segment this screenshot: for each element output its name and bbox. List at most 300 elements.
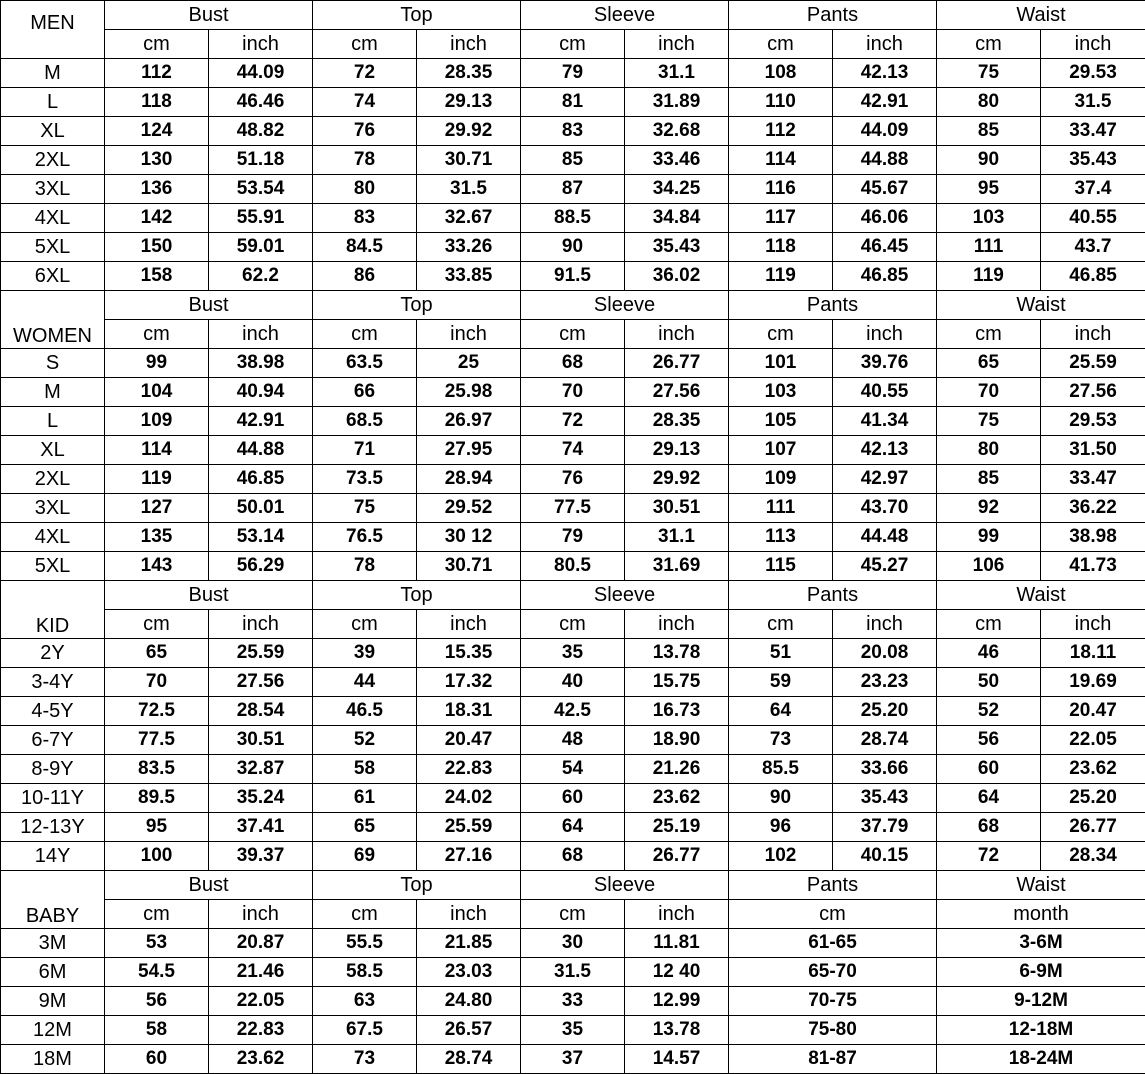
measurement-value: 118 [105,88,209,117]
measurement-value: 91.5 [521,262,625,291]
measurement-value: 42.13 [833,436,937,465]
table-row [1,436,1145,465]
measurement-value: 25.59 [417,813,521,842]
table-row [1,494,1145,523]
measurement-value: 96 [729,813,833,842]
measurement-value: 18.11 [1041,639,1145,668]
measurement-value: 109 [729,465,833,494]
unit-header: cm [729,30,833,59]
measurement-value: 103 [729,378,833,407]
measurement-value: 24.02 [417,784,521,813]
measurement-value: 31.5 [521,958,625,987]
measurement-value: 116 [729,175,833,204]
measurement-value: 41.34 [833,407,937,436]
measurement-value: 21.85 [417,929,521,958]
measurement-value: 35.43 [833,784,937,813]
size-label: 4-5Y [1,697,105,726]
measurement-value: 19.69 [1041,668,1145,697]
measurement-value: 66 [313,378,417,407]
measurement-value: 119 [105,465,209,494]
measurement-value: 108 [729,59,833,88]
measurement-value: 44.09 [209,59,313,88]
table-row [1,1045,1145,1074]
measurement-value: 28.35 [625,407,729,436]
measurement-value: 75 [937,407,1041,436]
measurement-value: 107 [729,436,833,465]
measurement-group-header: Pants [729,291,937,320]
size-label: 2Y [1,639,105,668]
measurement-value: 112 [105,59,209,88]
unit-header: inch [209,900,313,929]
unit-header: inch [209,30,313,59]
measurement-value: 110 [729,88,833,117]
measurement-value: 75-80 [729,1016,937,1045]
measurement-value: 31.50 [1041,436,1145,465]
unit-header: inch [417,610,521,639]
measurement-value: 72 [937,842,1041,871]
measurement-value: 31.1 [625,59,729,88]
measurement-value: 74 [313,88,417,117]
measurement-value: 58.5 [313,958,417,987]
table-row [1,929,1145,958]
measurement-value: 53.14 [209,523,313,552]
measurement-value: 83 [313,204,417,233]
table-row [1,1016,1145,1045]
measurement-value: 114 [105,436,209,465]
measurement-value: 85 [521,146,625,175]
measurement-value: 46.06 [833,204,937,233]
unit-header: inch [1041,320,1145,349]
unit-header: inch [625,610,729,639]
section-title: WOMEN [1,291,105,349]
size-label: 3XL [1,494,105,523]
measurement-value: 32.67 [417,204,521,233]
unit-header: cm [937,320,1041,349]
measurement-value: 12.99 [625,987,729,1016]
measurement-value: 33.26 [417,233,521,262]
measurement-value: 72 [521,407,625,436]
measurement-value: 29.53 [1041,407,1145,436]
measurement-value: 23.62 [209,1045,313,1074]
table-row [1,958,1145,987]
measurement-value: 95 [105,813,209,842]
table-row [1,523,1145,552]
measurement-value: 31.5 [417,175,521,204]
measurement-value: 21.26 [625,755,729,784]
measurement-value: 74 [521,436,625,465]
unit-header: cm [937,610,1041,639]
measurement-value: 56 [937,726,1041,755]
table-row [1,465,1145,494]
measurement-value: 72.5 [105,697,209,726]
measurement-value: 54.5 [105,958,209,987]
measurement-value: 53 [105,929,209,958]
measurement-value: 26.77 [625,842,729,871]
measurement-value: 92 [937,494,1041,523]
measurement-value: 95 [937,175,1041,204]
measurement-value: 28.94 [417,465,521,494]
measurement-value: 17.32 [417,668,521,697]
measurement-group-header: Waist [937,581,1145,610]
unit-header: cm [521,320,625,349]
measurement-value: 48.82 [209,117,313,146]
unit-header: month [937,900,1145,929]
section-group-header-row [1,581,1145,610]
measurement-value: 25.59 [1041,349,1145,378]
measurement-value: 68 [521,349,625,378]
measurement-group-header: Bust [105,291,313,320]
measurement-value: 73.5 [313,465,417,494]
measurement-value: 30.51 [209,726,313,755]
table-row [1,726,1145,755]
measurement-value: 90 [729,784,833,813]
measurement-value: 12 40 [625,958,729,987]
measurement-value: 31.5 [1041,88,1145,117]
size-label: 4XL [1,523,105,552]
measurement-group-header: Waist [937,291,1145,320]
measurement-value: 136 [105,175,209,204]
size-label: S [1,349,105,378]
measurement-value: 22.05 [1041,726,1145,755]
measurement-value: 61-65 [729,929,937,958]
measurement-value: 46.85 [209,465,313,494]
unit-header: cm [313,900,417,929]
measurement-value: 44.88 [833,146,937,175]
measurement-value: 86 [313,262,417,291]
measurement-value: 27.56 [209,668,313,697]
size-label: 5XL [1,233,105,262]
measurement-value: 142 [105,204,209,233]
measurement-value: 29.52 [417,494,521,523]
table-row [1,233,1145,262]
measurement-value: 42.13 [833,59,937,88]
measurement-value: 13.78 [625,639,729,668]
table-row [1,842,1145,871]
measurement-value: 11.81 [625,929,729,958]
unit-header: cm [521,900,625,929]
measurement-value: 117 [729,204,833,233]
measurement-group-header: Sleeve [521,871,729,900]
size-label: 3-4Y [1,668,105,697]
measurement-value: 25 [417,349,521,378]
measurement-value: 70 [521,378,625,407]
measurement-value: 56 [105,987,209,1016]
measurement-value: 65 [105,639,209,668]
unit-header: inch [625,30,729,59]
measurement-value: 35 [521,1016,625,1045]
measurement-value: 45.27 [833,552,937,581]
measurement-value: 20.87 [209,929,313,958]
measurement-value: 29.13 [625,436,729,465]
measurement-value: 78 [313,552,417,581]
unit-header: inch [209,610,313,639]
measurement-value: 30.71 [417,146,521,175]
size-label: 18M [1,1045,105,1074]
measurement-value: 33.46 [625,146,729,175]
measurement-value: 22.05 [209,987,313,1016]
measurement-value: 40.55 [1041,204,1145,233]
measurement-value: 30.71 [417,552,521,581]
table-row [1,668,1145,697]
section-unit-header-row [1,900,1145,929]
measurement-value: 50.01 [209,494,313,523]
unit-header: cm [937,30,1041,59]
measurement-group-header: Pants [729,1,937,30]
measurement-value: 3-6M [937,929,1145,958]
measurement-value: 105 [729,407,833,436]
measurement-value: 18.31 [417,697,521,726]
measurement-value: 85.5 [729,755,833,784]
measurement-value: 56.29 [209,552,313,581]
measurement-value: 37 [521,1045,625,1074]
unit-header: inch [833,610,937,639]
measurement-value: 150 [105,233,209,262]
unit-header: cm [313,610,417,639]
measurement-value: 127 [105,494,209,523]
size-label: 9M [1,987,105,1016]
measurement-value: 59.01 [209,233,313,262]
size-label: M [1,59,105,88]
measurement-value: 68 [521,842,625,871]
measurement-value: 114 [729,146,833,175]
measurement-value: 84.5 [313,233,417,262]
measurement-group-header: Bust [105,871,313,900]
measurement-value: 88.5 [521,204,625,233]
table-row [1,349,1145,378]
measurement-value: 20.08 [833,639,937,668]
measurement-value: 99 [937,523,1041,552]
measurement-value: 39 [313,639,417,668]
measurement-value: 23.03 [417,958,521,987]
measurement-value: 13.78 [625,1016,729,1045]
section-title: KID [1,581,105,639]
measurement-value: 28.74 [417,1045,521,1074]
unit-header: inch [417,320,521,349]
unit-header: inch [1041,30,1145,59]
measurement-value: 52 [937,697,1041,726]
measurement-value: 25.20 [1041,784,1145,813]
size-label: XL [1,436,105,465]
measurement-value: 85 [937,117,1041,146]
measurement-value: 28.54 [209,697,313,726]
measurement-group-header: Sleeve [521,291,729,320]
measurement-value: 59 [729,668,833,697]
measurement-value: 44.48 [833,523,937,552]
measurement-group-header: Bust [105,1,313,30]
measurement-value: 111 [729,494,833,523]
measurement-value: 43.70 [833,494,937,523]
measurement-value: 22.83 [417,755,521,784]
measurement-value: 26.77 [1041,813,1145,842]
measurement-value: 158 [105,262,209,291]
measurement-value: 62.2 [209,262,313,291]
measurement-value: 39.37 [209,842,313,871]
measurement-value: 22.83 [209,1016,313,1045]
size-label: 2XL [1,465,105,494]
measurement-value: 33.66 [833,755,937,784]
size-label: 3M [1,929,105,958]
measurement-value: 43.7 [1041,233,1145,262]
measurement-value: 73 [313,1045,417,1074]
measurement-value: 51 [729,639,833,668]
measurement-value: 30 12 [417,523,521,552]
measurement-value: 109 [105,407,209,436]
measurement-value: 25.59 [209,639,313,668]
unit-header: inch [833,30,937,59]
table-row [1,117,1145,146]
measurement-value: 70 [105,668,209,697]
measurement-value: 28.35 [417,59,521,88]
table-row [1,755,1145,784]
measurement-value: 38.98 [209,349,313,378]
table-row [1,204,1145,233]
measurement-value: 44.88 [209,436,313,465]
unit-header: cm [729,610,833,639]
measurement-value: 40.15 [833,842,937,871]
measurement-value: 65 [313,813,417,842]
measurement-value: 40 [521,668,625,697]
measurement-value: 58 [313,755,417,784]
unit-header: cm [105,30,209,59]
measurement-value: 15.75 [625,668,729,697]
unit-header: cm [729,320,833,349]
measurement-value: 26.77 [625,349,729,378]
measurement-value: 39.76 [833,349,937,378]
measurement-value: 76.5 [313,523,417,552]
measurement-value: 71 [313,436,417,465]
size-label: XL [1,117,105,146]
unit-header: cm [105,900,209,929]
measurement-value: 41.73 [1041,552,1145,581]
measurement-value: 75 [313,494,417,523]
measurement-value: 102 [729,842,833,871]
measurement-value: 38.98 [1041,523,1145,552]
measurement-value: 9-12M [937,987,1145,1016]
table-row [1,175,1145,204]
measurement-value: 67.5 [313,1016,417,1045]
measurement-value: 34.84 [625,204,729,233]
measurement-value: 81-87 [729,1045,937,1074]
table-row [1,987,1145,1016]
measurement-value: 42.5 [521,697,625,726]
measurement-value: 78 [313,146,417,175]
measurement-group-header: Pants [729,871,937,900]
measurement-value: 35.43 [1041,146,1145,175]
size-label: 6M [1,958,105,987]
unit-header: inch [625,320,729,349]
measurement-value: 80 [937,436,1041,465]
measurement-value: 27.56 [1041,378,1145,407]
measurement-value: 70 [937,378,1041,407]
measurement-value: 85 [937,465,1041,494]
measurement-value: 54 [521,755,625,784]
measurement-value: 33.47 [1041,465,1145,494]
measurement-value: 73 [729,726,833,755]
measurement-value: 111 [937,233,1041,262]
measurement-group-header: Top [313,291,521,320]
section-unit-header-row [1,320,1145,349]
unit-header: inch [417,30,521,59]
measurement-value: 42.91 [209,407,313,436]
size-label: L [1,88,105,117]
measurement-value: 103 [937,204,1041,233]
measurement-value: 80 [937,88,1041,117]
measurement-value: 12-18M [937,1016,1145,1045]
measurement-value: 83 [521,117,625,146]
measurement-group-header: Bust [105,581,313,610]
size-label: M [1,378,105,407]
size-label: 3XL [1,175,105,204]
table-row [1,262,1145,291]
measurement-group-header: Sleeve [521,1,729,30]
measurement-value: 115 [729,552,833,581]
table-row [1,639,1145,668]
size-label: 6-7Y [1,726,105,755]
unit-header: inch [417,900,521,929]
measurement-value: 118 [729,233,833,262]
measurement-value: 119 [937,262,1041,291]
measurement-value: 80 [313,175,417,204]
measurement-value: 64 [521,813,625,842]
measurement-value: 58 [105,1016,209,1045]
measurement-value: 46.85 [833,262,937,291]
measurement-value: 63.5 [313,349,417,378]
measurement-value: 23.62 [1041,755,1145,784]
measurement-value: 64 [729,697,833,726]
measurement-value: 70-75 [729,987,937,1016]
table-row [1,813,1145,842]
size-label: 5XL [1,552,105,581]
measurement-group-header: Sleeve [521,581,729,610]
measurement-value: 104 [105,378,209,407]
measurement-value: 24.80 [417,987,521,1016]
measurement-value: 31.1 [625,523,729,552]
measurement-value: 20.47 [417,726,521,755]
measurement-value: 55.5 [313,929,417,958]
measurement-value: 36.22 [1041,494,1145,523]
measurement-value: 52 [313,726,417,755]
table-row [1,407,1145,436]
measurement-value: 45.67 [833,175,937,204]
measurement-value: 61 [313,784,417,813]
table-row [1,552,1145,581]
measurement-value: 29.92 [625,465,729,494]
measurement-value: 18.90 [625,726,729,755]
unit-header: cm [105,610,209,639]
measurement-value: 68.5 [313,407,417,436]
measurement-value: 53.54 [209,175,313,204]
measurement-value: 90 [521,233,625,262]
measurement-value: 75 [937,59,1041,88]
size-label: 10-11Y [1,784,105,813]
measurement-value: 27.95 [417,436,521,465]
unit-header: inch [1041,610,1145,639]
measurement-value: 79 [521,59,625,88]
measurement-value: 26.57 [417,1016,521,1045]
measurement-value: 124 [105,117,209,146]
measurement-value: 20.47 [1041,697,1145,726]
table-row [1,146,1145,175]
section-title: MEN [1,1,105,59]
unit-header: inch [209,320,313,349]
measurement-value: 44.09 [833,117,937,146]
measurement-group-header: Top [313,871,521,900]
measurement-group-header: Waist [937,871,1145,900]
measurement-value: 21.46 [209,958,313,987]
measurement-value: 37.4 [1041,175,1145,204]
measurement-value: 33 [521,987,625,1016]
measurement-value: 16.73 [625,697,729,726]
